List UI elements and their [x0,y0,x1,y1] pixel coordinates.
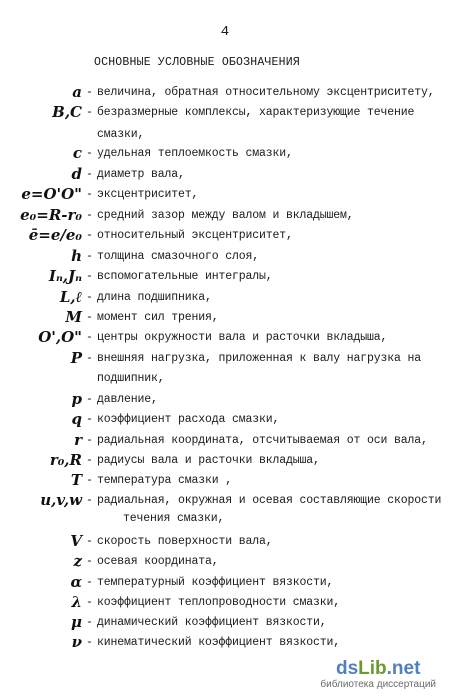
notation-symbol: μ [71,613,82,631]
notation-description: осевая координата, [97,555,219,568]
notation-dash: - [86,474,93,487]
notation-symbol: V [70,532,82,550]
continuation-line: подшипник, [97,372,165,385]
notation-description: величина, обратная относительному эксцентриситету, [97,86,435,99]
notation-symbol: a [72,83,82,101]
notation-description: радиальная, окружная и осевая составляющие скорости [97,494,442,507]
notation-entry [0,491,450,514]
notation-description: диаметр вала, [97,168,185,181]
notation-dash: - [86,331,93,344]
notation-entry [0,103,450,126]
notation-description: кинематический коэффициент вязкости, [97,636,341,649]
notation-dash: - [86,576,93,589]
notation-description: давление, [97,393,158,406]
notation-description: скорость поверхности вала, [97,535,273,548]
notation-dash: - [86,106,93,119]
notation-dash: - [86,616,93,629]
notation-symbol: ē=e/e₀ [28,226,82,244]
notation-symbol: λ [71,593,82,611]
notation-dash: - [86,147,93,160]
notation-entry [0,226,450,249]
notation-description: безразмерные комплексы, характеризующие течение [97,106,415,119]
notation-entry [0,573,450,596]
notation-description: динамический коэффициент вязкости, [97,616,327,629]
notation-description: коэффициент теплопроводности смазки, [97,596,341,609]
notation-symbol: M [65,308,82,326]
notation-description: вспомогательные интегралы, [97,270,273,283]
notation-symbol: c [72,144,82,162]
section-heading: ОСНОВНЫЕ УСЛОВНЫЕ ОБОЗНАЧЕНИЯ [94,56,300,69]
page-number: 4 [220,24,230,40]
notation-entry [0,633,450,656]
notation-symbol: P [70,349,82,367]
notation-symbol: z [73,552,82,570]
notation-symbol: r₀,R [49,451,82,469]
notation-description: температура смазки , [97,474,233,487]
notation-symbol: q [71,410,82,428]
notation-symbol: L,ℓ [59,288,82,306]
notation-description: удельная теплоемкость смазки, [97,147,293,160]
notation-description: относительный эксцентриситет, [97,229,293,242]
notation-symbol: B,C [52,103,82,121]
notation-symbol: Iₙ,Jₙ [48,267,82,285]
notation-entry [0,267,450,290]
notation-dash: - [86,229,93,242]
notation-symbol: e₀=R-r₀ [20,206,82,224]
notation-description: центры окружности вала и расточки вкладыша, [97,331,388,344]
watermark-logo [320,659,436,679]
notation-symbol: r [74,431,82,449]
notation-description: длина подшипника, [97,291,212,304]
continuation-line: течения смазки, [123,512,225,525]
notation-symbol: d [71,165,82,183]
notation-dash: - [86,250,93,263]
notation-symbol: O',O" [38,328,82,346]
notation-dash: - [86,209,93,222]
notation-dash: - [86,413,93,426]
notation-dash: - [86,270,93,283]
watermark [320,659,436,690]
notation-dash: - [86,291,93,304]
notation-entry [0,144,450,167]
notation-symbol: u,v,w [40,491,82,509]
notation-entry [0,593,450,616]
notation-dash: - [86,311,93,324]
notation-description: внешняя нагрузка, приложенная к валу нагрузка на [97,352,422,365]
notation-symbol: α [70,573,82,591]
notation-description: средний зазор между валом и вкладышем, [97,209,354,222]
notation-dash: - [86,188,93,201]
notation-symbol: T [70,471,82,489]
notation-symbol: h [71,247,82,265]
notation-dash: - [86,86,93,99]
notation-entry [0,349,450,372]
continuation-line: смазки, [97,128,145,141]
notation-description: толщина смазочного слоя, [97,250,260,263]
notation-symbol: ν [71,633,82,651]
notation-dash: - [86,535,93,548]
notation-dash: - [86,454,93,467]
notation-description: коэффициент расхода смазки, [97,413,280,426]
watermark-logo-net: .net [386,658,421,679]
notation-entry [0,451,450,474]
notation-dash: - [86,168,93,181]
notation-entry [0,390,450,413]
notation-description: радиальная координата, отсчитываемая от оси вала, [97,434,428,447]
notation-description: момент сил трения, [97,311,219,324]
notation-symbol: p [71,390,82,408]
notation-dash: - [86,596,93,609]
notation-description: радиусы вала и расточки вкладыша, [97,454,320,467]
notation-entry [0,552,450,575]
notation-entry [0,328,450,351]
notation-symbol: e=O'O" [21,185,82,203]
notation-entry [0,410,450,433]
notation-dash: - [86,393,93,406]
notation-description: температурный коэффициент вязкости, [97,576,334,589]
watermark-logo-lib: Lib [358,658,387,679]
notation-dash: - [86,434,93,447]
notation-dash: - [86,494,93,507]
notation-entry [0,532,450,555]
notation-description: эксцентриситет, [97,188,199,201]
notation-entry [0,185,450,208]
notation-dash: - [86,352,93,365]
notation-entry [0,613,450,636]
watermark-subtitle: библиотека диссертаций [320,679,436,690]
notation-dash: - [86,555,93,568]
watermark-logo-ds: ds [335,658,359,679]
notation-dash: - [86,636,93,649]
